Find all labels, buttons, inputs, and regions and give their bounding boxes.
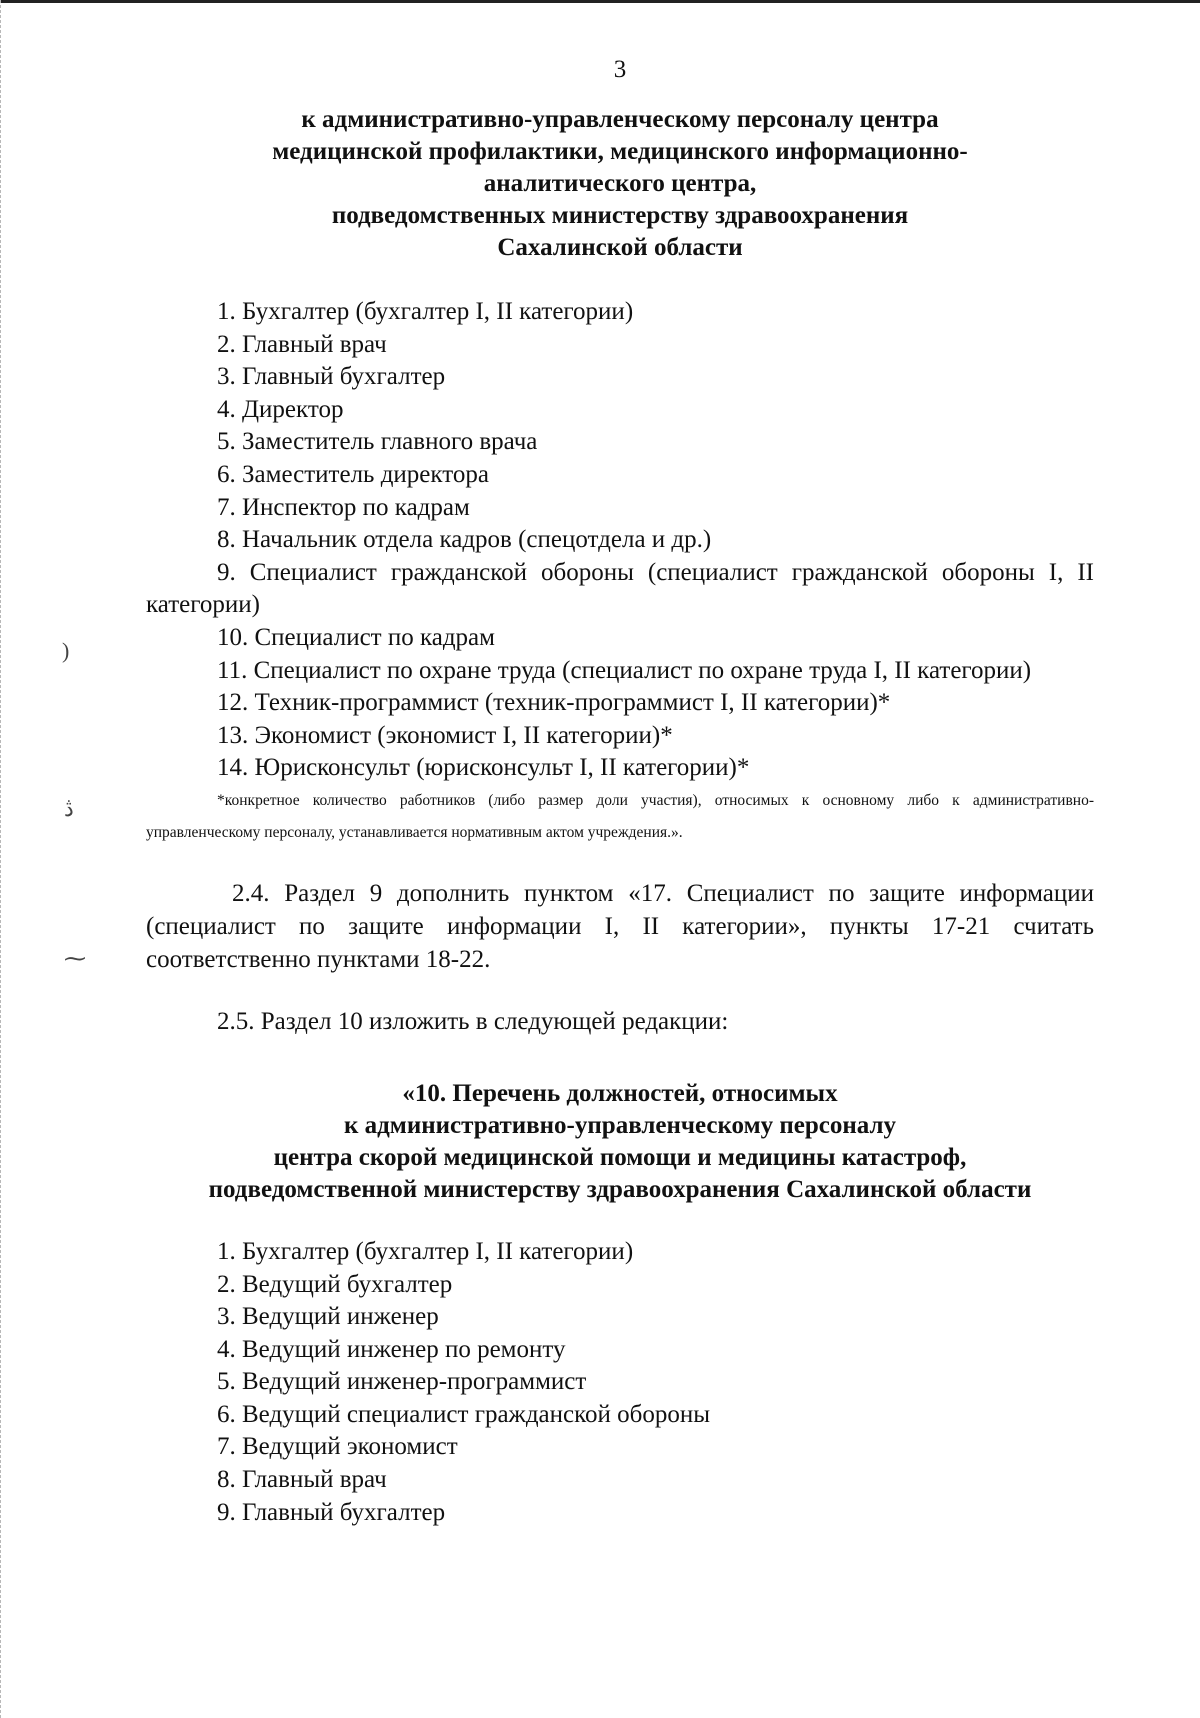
list-item: 5. Ведущий инженер-программист [217,1368,587,1396]
list-item: 8. Главный врач [217,1466,387,1494]
page-number: 3 [613,56,627,83]
list-item: 6. Ведущий специалист гражданской обороны [217,1400,711,1428]
document-page [146,56,1094,1529]
heading-line: подведомственных министерству здравоохранения [331,202,909,229]
list-item: 5. Заместитель главного врача [217,428,538,456]
position-list [146,1236,1094,1529]
heading-line: медицинской профилактики, медицинского информационно- [272,138,968,165]
position-list [146,296,1094,785]
list-item: 10. Специалист по кадрам [217,623,495,651]
paragraph-2-4: 2.4. Раздел 9 дополнить пунктом «17. Специалист по защите информации (специалист по защите информации I, II категории», пункты 17-21 считать соответственно пунктами 18-22. [146,879,1094,973]
list-item: 4. Директор [217,395,344,423]
heading-line: к административно-управленческому персоналу центра [301,106,939,133]
list-item: 13. Экономист (экономист I, II категории)* [217,721,673,749]
list-item: 14. Юрисконсульт (юрисконсульт I, II категории)* [217,754,750,782]
heading-line: Сахалинской области [497,234,743,261]
list-item: 9. Главный бухгалтер [217,1498,446,1526]
list-item: 7. Ведущий экономист [217,1433,458,1461]
scan-artifact-mark: ڎ [64,796,74,821]
heading-line: к административно-управленческому персоналу [343,1111,897,1139]
section-heading [146,104,1094,264]
heading-line: подведомственной министерству здравоохранения Сахалинской области [208,1175,1032,1203]
list-item: 2. Главный врач [217,330,387,358]
list-item: 7. Инспектор по кадрам [217,493,470,521]
heading-line: аналитического центра, [483,170,757,197]
heading-line: «10. Перечень должностей, относимых [402,1079,838,1107]
scan-left-edge [0,0,3,1718]
list-item: 6. Заместитель директора [217,460,489,488]
list-item: 2. Ведущий бухгалтер [217,1270,453,1298]
footnote: *конкретное количество работников (либо размер доли участия), относимых к основному либо к административно-управленческому персоналу, устанавливается нормативным актом учреждения.». [146,791,1094,841]
list-item: 3. Ведущий инженер [217,1303,439,1331]
paragraph-2-5: 2.5. Раздел 10 изложить в следующей редакции: [217,1007,729,1035]
list-item: 12. Техник-программист (техник-программист I, II категории)* [217,689,891,717]
scan-top-edge [0,0,1200,3]
scan-artifact-mark: ) [62,638,70,663]
list-item: 11. Специалист по охране труда (специалист по охране труда I, II категории) [217,656,1032,684]
section-heading [146,1078,1094,1206]
list-item: 3. Главный бухгалтер [217,363,446,391]
scan-artifact-mark: ⁓ [64,946,86,971]
list-item: 1. Бухгалтер (бухгалтер I, II категории) [217,298,634,325]
list-item: 4. Ведущий инженер по ремонту [217,1335,566,1363]
list-item: 8. Начальник отдела кадров (спецотдела и др.) [217,526,712,554]
heading-line: центра скорой медицинской помощи и медицины катастроф, [273,1143,967,1171]
list-item: 1. Бухгалтер (бухгалтер I, II категории) [217,1237,634,1265]
list-item: 9. Специалист гражданской обороны (специалист гражданской обороны I, II категории) [146,558,1094,619]
